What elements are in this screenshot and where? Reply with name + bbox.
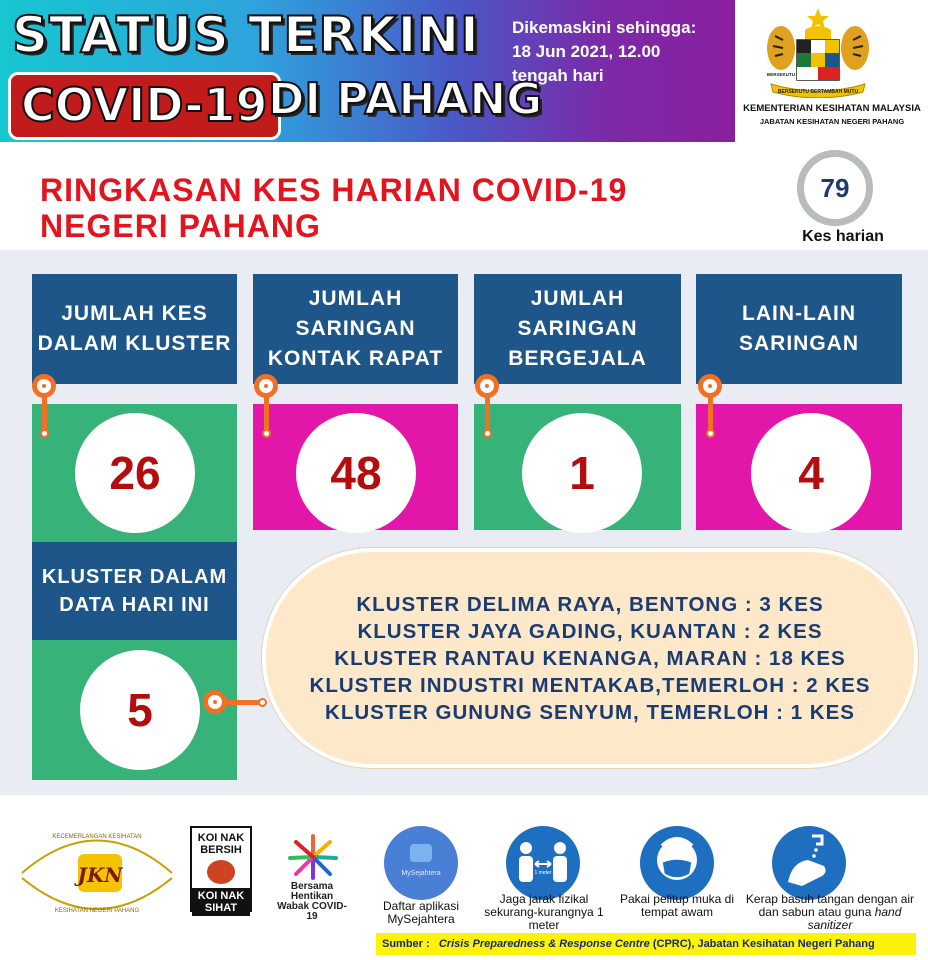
source-bar [376, 933, 916, 955]
card-label: JUMLAH SARINGAN BERGEJALA [508, 287, 647, 370]
connector-knob [203, 690, 227, 714]
mysejahtera-icon [384, 826, 458, 900]
connector-dot [262, 429, 271, 438]
tip-hand-wash-text: Kerap basuh tangan dengan air dan sabun atau guna [745, 892, 915, 919]
title-status-terkini: STATUS TERKINI [12, 6, 480, 64]
title-di-pahang: DI PAHANG [268, 74, 543, 125]
card-other-screening-header [696, 274, 902, 384]
face-mask-icon [640, 826, 714, 900]
jkn-arc-bottom: KESIHATAN NEGERI PAHANG [54, 908, 140, 914]
ministry-name: KEMENTERIAN KESIHATAN MALAYSIA [743, 103, 921, 114]
distance-figures-icon [506, 826, 580, 900]
tip-mysejahtera: Daftar aplikasi MySejahtera [382, 899, 460, 926]
cluster-item: KLUSTER GUNUNG SENYUM, TEMERLOH : 1 KES [325, 700, 855, 724]
card-label: JUMLAH KES DALAM KLUSTER [37, 302, 232, 355]
tip-hand-wash-italic: hand sanitizer [807, 905, 902, 932]
bersama-hentikan-logo-icon [280, 832, 346, 882]
physical-distance-icon [506, 826, 580, 900]
washing-hands-icon [772, 826, 846, 900]
jkn-logo-icon [18, 828, 176, 918]
source-label: Sumber : [382, 938, 430, 950]
heart-icon [207, 860, 235, 884]
card-value: 1 [522, 413, 642, 533]
connector-knob [475, 374, 499, 398]
connector-dot [706, 429, 715, 438]
cluster-item: KLUSTER INDUSTRI MENTAKAB,TEMERLOH : 2 KES [309, 673, 871, 697]
connector [485, 392, 490, 432]
update-info [512, 16, 727, 88]
connector [264, 392, 269, 432]
summary-title [40, 172, 627, 244]
clusters-today-label: KLUSTER DALAM DATA HARI INI [41, 566, 228, 616]
hand-wash-icon [772, 826, 846, 900]
update-time: tengah hari [512, 66, 604, 85]
tip-face-mask: Pakai pelitup muka di tempat awam [619, 892, 735, 919]
clusters-today-header [32, 542, 237, 640]
title-banner [0, 0, 735, 142]
cluster-list-box [262, 548, 918, 768]
card-label: LAIN-LAIN SARINGAN [738, 302, 859, 355]
connector-dot [258, 698, 267, 707]
distance-badge: 1 meter [534, 870, 552, 876]
connector-knob [254, 374, 278, 398]
connector-knob [32, 374, 56, 398]
koi-nak-logo-icon [190, 826, 252, 912]
connector-dot [483, 429, 492, 438]
mysejahtera-logo-icon [410, 844, 432, 862]
department-name: JABATAN KESIHATAN NEGERI PAHANG [759, 117, 905, 126]
card-label: JUMLAH SARINGAN KONTAK RAPAT [267, 287, 444, 370]
crest-bottom-scroll: BERSEKUTU BERTAMBAH MUTU [777, 89, 859, 95]
card-value: 48 [296, 413, 416, 533]
koi-top: KOI NAK BERSIH [197, 832, 245, 856]
tip-hand-wash [745, 893, 915, 932]
card-symptomatic-header [474, 274, 681, 384]
masked-face-icon [640, 826, 714, 900]
connector [708, 392, 713, 432]
summary-title-line2: NEGERI PAHANG [40, 208, 321, 244]
cluster-item: KLUSTER JAYA GADING, KUANTAN : 2 KES [357, 619, 823, 643]
update-label: Dikemaskini sehingga: [512, 18, 697, 37]
malaysia-crest-icon [763, 6, 873, 98]
summary-title-line1: RINGKASAN KES HARIAN COVID-19 [40, 172, 628, 208]
cluster-item: KLUSTER RANTAU KENANGA, MARAN : 18 KES [334, 646, 846, 670]
crest-left-scroll: BERSEKUTU [766, 72, 796, 77]
mysejahtera-badge: MySejahtera [401, 870, 441, 877]
card-cluster-cases-header [32, 274, 237, 384]
ministry-label [736, 103, 928, 126]
card-value: 26 [75, 413, 195, 533]
update-date: 18 Jun 2021, 12.00 [512, 42, 661, 61]
jkn-arc-top: KECEMERLANGAN KESIHATAN [52, 834, 142, 840]
clusters-today-value: 5 [80, 650, 200, 770]
koi-bottom: KOI NAK SIHAT [192, 888, 250, 916]
daily-cases-count: 79 [797, 150, 873, 226]
cluster-item: KLUSTER DELIMA RAYA, BENTONG : 3 KES [356, 592, 824, 616]
tip-distance: Jaga jarak fizikal sekurang-kurangnya 1 meter [484, 892, 604, 932]
bersama-text: Bersama Hentikan Wabak COVID-19 [277, 881, 347, 922]
daily-cases-label: Kes harian [802, 228, 884, 245]
jkn-logo-text: JKN [77, 863, 123, 887]
connector-knob [698, 374, 722, 398]
card-value: 4 [751, 413, 871, 533]
title-covid-19: COVID-19 [8, 72, 281, 140]
source-rest: (CPRC), Jabatan Kesihatan Negeri Pahang [652, 938, 875, 950]
source-italic: Crisis Preparedness & Response Centre [438, 938, 650, 950]
connector [42, 392, 47, 432]
card-close-contact-header [253, 274, 458, 384]
connector-dot [40, 429, 49, 438]
